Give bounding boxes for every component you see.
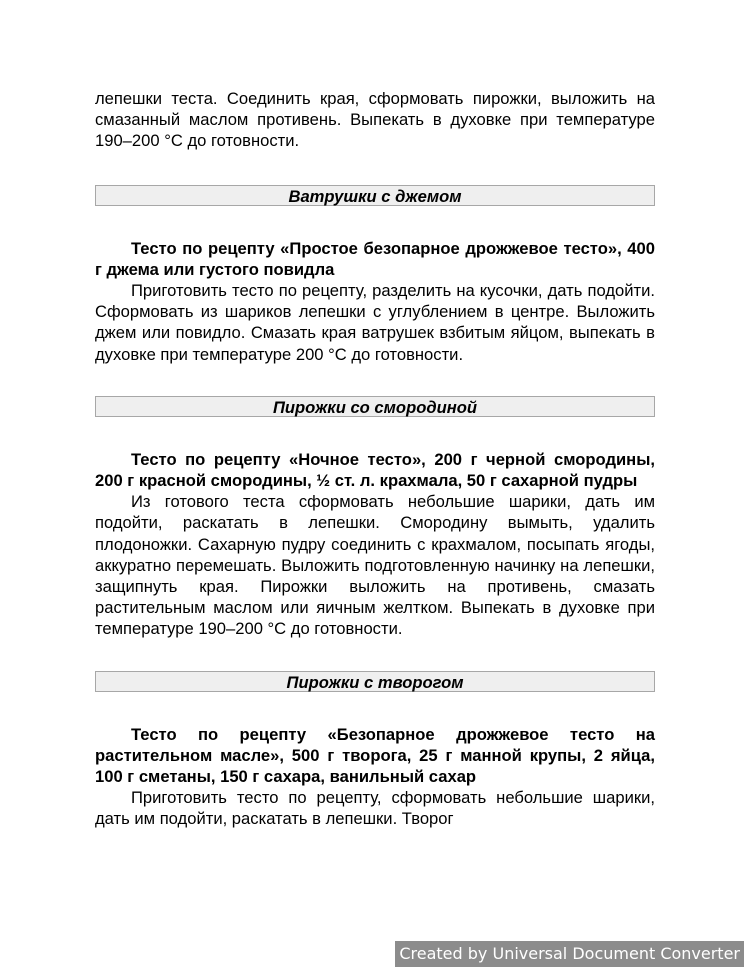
watermark-label: Created by Universal Document Converter (395, 941, 744, 967)
recipe-tvorog (95, 671, 655, 830)
recipe-vatrushki (95, 185, 655, 365)
recipe-title: Пирожки со смородиной (95, 396, 655, 417)
recipe-ingredients: Тесто по рецепту «Ночное тесто», 200 г черной смородины, 200 г красной смородины, ½ ст. л. крахмала, 50 г сахарной пудры (95, 449, 655, 491)
recipe-ingredients: Тесто по рецепту «Простое безопарное дрожжевое тесто», 400 г джема или густого повидла (95, 238, 655, 279)
recipe-smorodina (95, 396, 655, 640)
recipe-method: Из готового теста сформовать небольшие шарики, дать им подойти, раскатать в лепешки. Смородину вымыть, удалить плодоножки. Сахарную пудру соединить с крахмалом, посыпать ягоды, аккуратно перемешать. Выложить подготовленную начинку на лепешки, защипнуть края. Пирожки выложить на противень, смазать растительным маслом или яичным желтком. Выпекать в духовке при температуре 190–200 °С до готовности. (95, 492, 655, 639)
recipe-ingredients: Тесто по рецепту «Безопарное дрожжевое тесто на растительном масле», 500 г творога, 25 г манной крупы, 2 яйца, 100 г сметаны, 150 г сахара, ванильный сахар (95, 724, 655, 787)
recipe-title: Пирожки с творогом (95, 671, 655, 692)
recipe-method: Приготовить тесто по рецепту, разделить на кусочки, дать подойти. Сформовать из шариков лепешки с углублением в центре. Выложить джем или повидло. Смазать края ватрушек взбитым яйцом, выпекать в духовке при температуре 200 °С до готовности. (95, 281, 655, 364)
document-page (95, 88, 655, 830)
recipe-method: Приготовить тесто по рецепту, сформовать небольшие шарики, дать им подойти, раскатать в лепешки. Творог (95, 788, 655, 829)
intro-paragraph: лепешки теста. Соединить края, сформовать пирожки, выложить на смазанный маслом противень. Выпекать в духовке при температуре 190–200 °С до готовности. (95, 89, 655, 151)
recipe-title: Ватрушки с джемом (95, 185, 655, 206)
